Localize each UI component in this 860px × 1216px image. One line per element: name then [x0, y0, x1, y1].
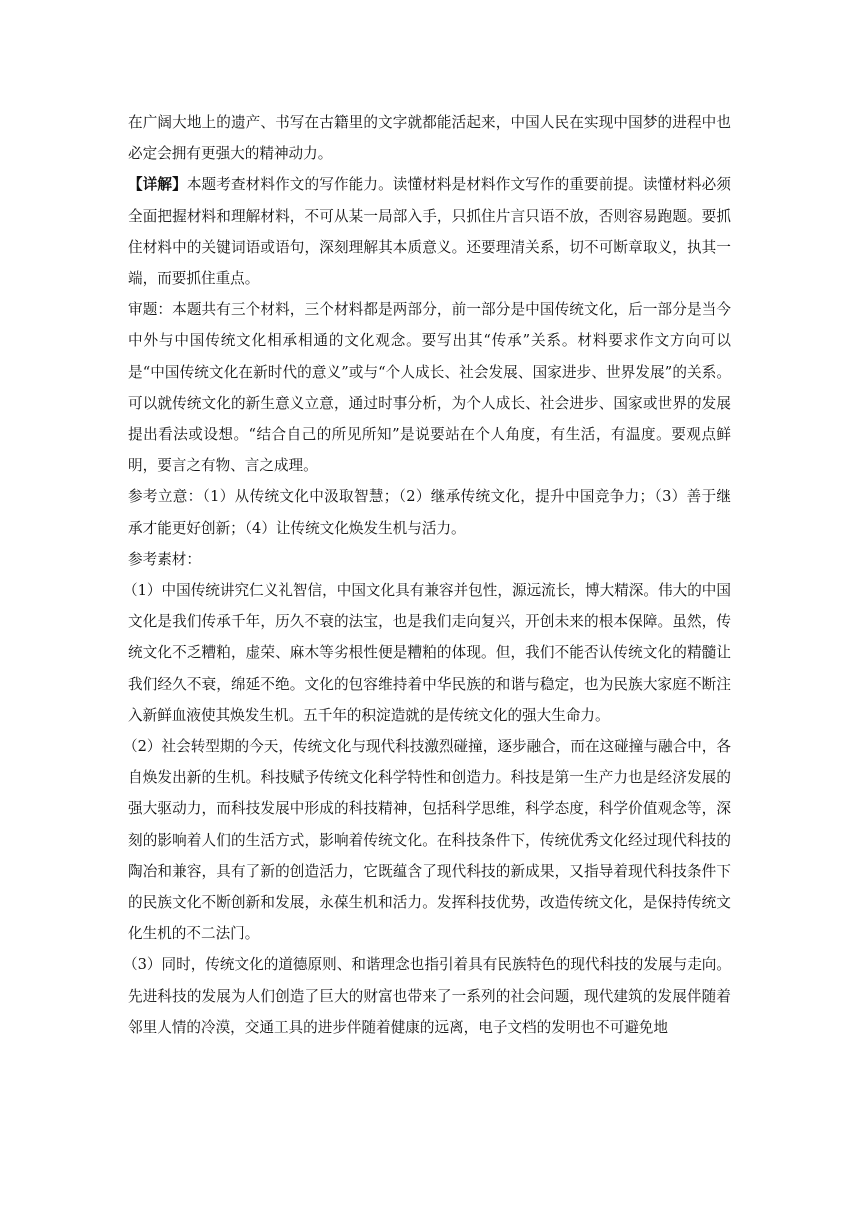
- paragraph-text: 本题考查材料作文的写作能力。读懂材料是材料作文写作的重要前提。读懂材料必须全面把握材料和理解材料，不可从某一局部入手，只抓住片言只语不放，否则容易跑题。要抓住材料中的关键词语或语句，深刻理解其本质意义。还要理清关系，切不可断章取义，执其一端，而要抓住重点。: [128, 176, 731, 288]
- document-body: [123, 107, 731, 1043]
- paragraph-topic-analysis: 审题：本题共有三个材料，三个材料都是两部分，前一部分是中国传统文化，后一部分是当今中外与中国传统文化相承相通的文化观念。要写出其“传承”关系。材料要求作文方向可以是“中国传统文化在新时代的意义”或与“个人成长、社会发展、国家进步、世界发展”的关系。可以就传统文化的新生意义立意，通过时事分析，为个人成长、社会进步、国家或世界的发展提出看法或设想。“结合自己的所见所知”是说要站在个人角度，有生活，有温度。要观点鲜明，要言之有物、言之成理。: [128, 301, 731, 475]
- paragraph-reference-materials-heading: 参考素材：: [128, 550, 201, 568]
- paragraph-material-2: （2）社会转型期的今天，传统文化与现代科技激烈碰撞，逐步融合，而在这碰撞与融合中，各自焕发出新的生机。科技赋予传统文化科学特性和创造力。科技是第一生产力也是经济发展的强大驱动力，而科技发展中形成的科技精神，包括科学思维，科学态度，科学价值观念等，深刻的影响着人们的生活方式，影响着传统文化。在科技条件下，传统优秀文化经过现代科技的陶冶和兼容，具有了新的创造活力，它既蕴含了现代科技的新成果，又指导着现代科技条件下的民族文化不断创新和发展，永葆生机和活力。发挥科技优势，改造传统文化，是保持传统文化生机的不二法门。: [123, 738, 731, 943]
- paragraph-intro-continuation: 在广阔大地上的遗产、书写在古籍里的文字就都能活起来，中国人民在实现中国梦的进程中也必定会拥有更强大的精神动力。: [128, 114, 731, 163]
- paragraph-reference-themes: 参考立意：（1）从传统文化中汲取智慧；（2）继承传统文化，提升中国竞争力；（3）善于继承才能更好创新；（4）让传统文化焕发生机与活力。: [128, 488, 731, 537]
- paragraph-material-3: （3）同时，传统文化的道德原则、和谐理念也指引着具有民族特色的现代科技的发展与走向。先进科技的发展为人们创造了巨大的财富也带来了一系列的社会问题，现代建筑的发展伴随着邻里人情的冷漠，交通工具的进步伴随着健康的远离，电子文档的发明也不可避免地: [123, 956, 731, 1036]
- paragraph-detailed-explanation: [128, 169, 731, 294]
- section-label-detailed-explanation: 【详解】: [128, 176, 187, 194]
- paragraph-material-1: （1）中国传统讲究仁义礼智信，中国文化具有兼容并包性，源远流长，博大精深。伟大的中国文化是我们传承千年，历久不衰的法宝，也是我们走向复兴，开创未来的根本保障。虽然，传统文化不乏糟粕，虚荣、麻木等劣根性便是糟粕的体现。但，我们不能否认传统文化的精髓让我们经久不衰，绵延不绝。文化的包容维持着中华民族的和谐与稳定，也为民族大家庭不断注入新鲜血液使其焕发生机。五千年的积淀造就的是传统文化的强大生命力。: [123, 582, 731, 724]
